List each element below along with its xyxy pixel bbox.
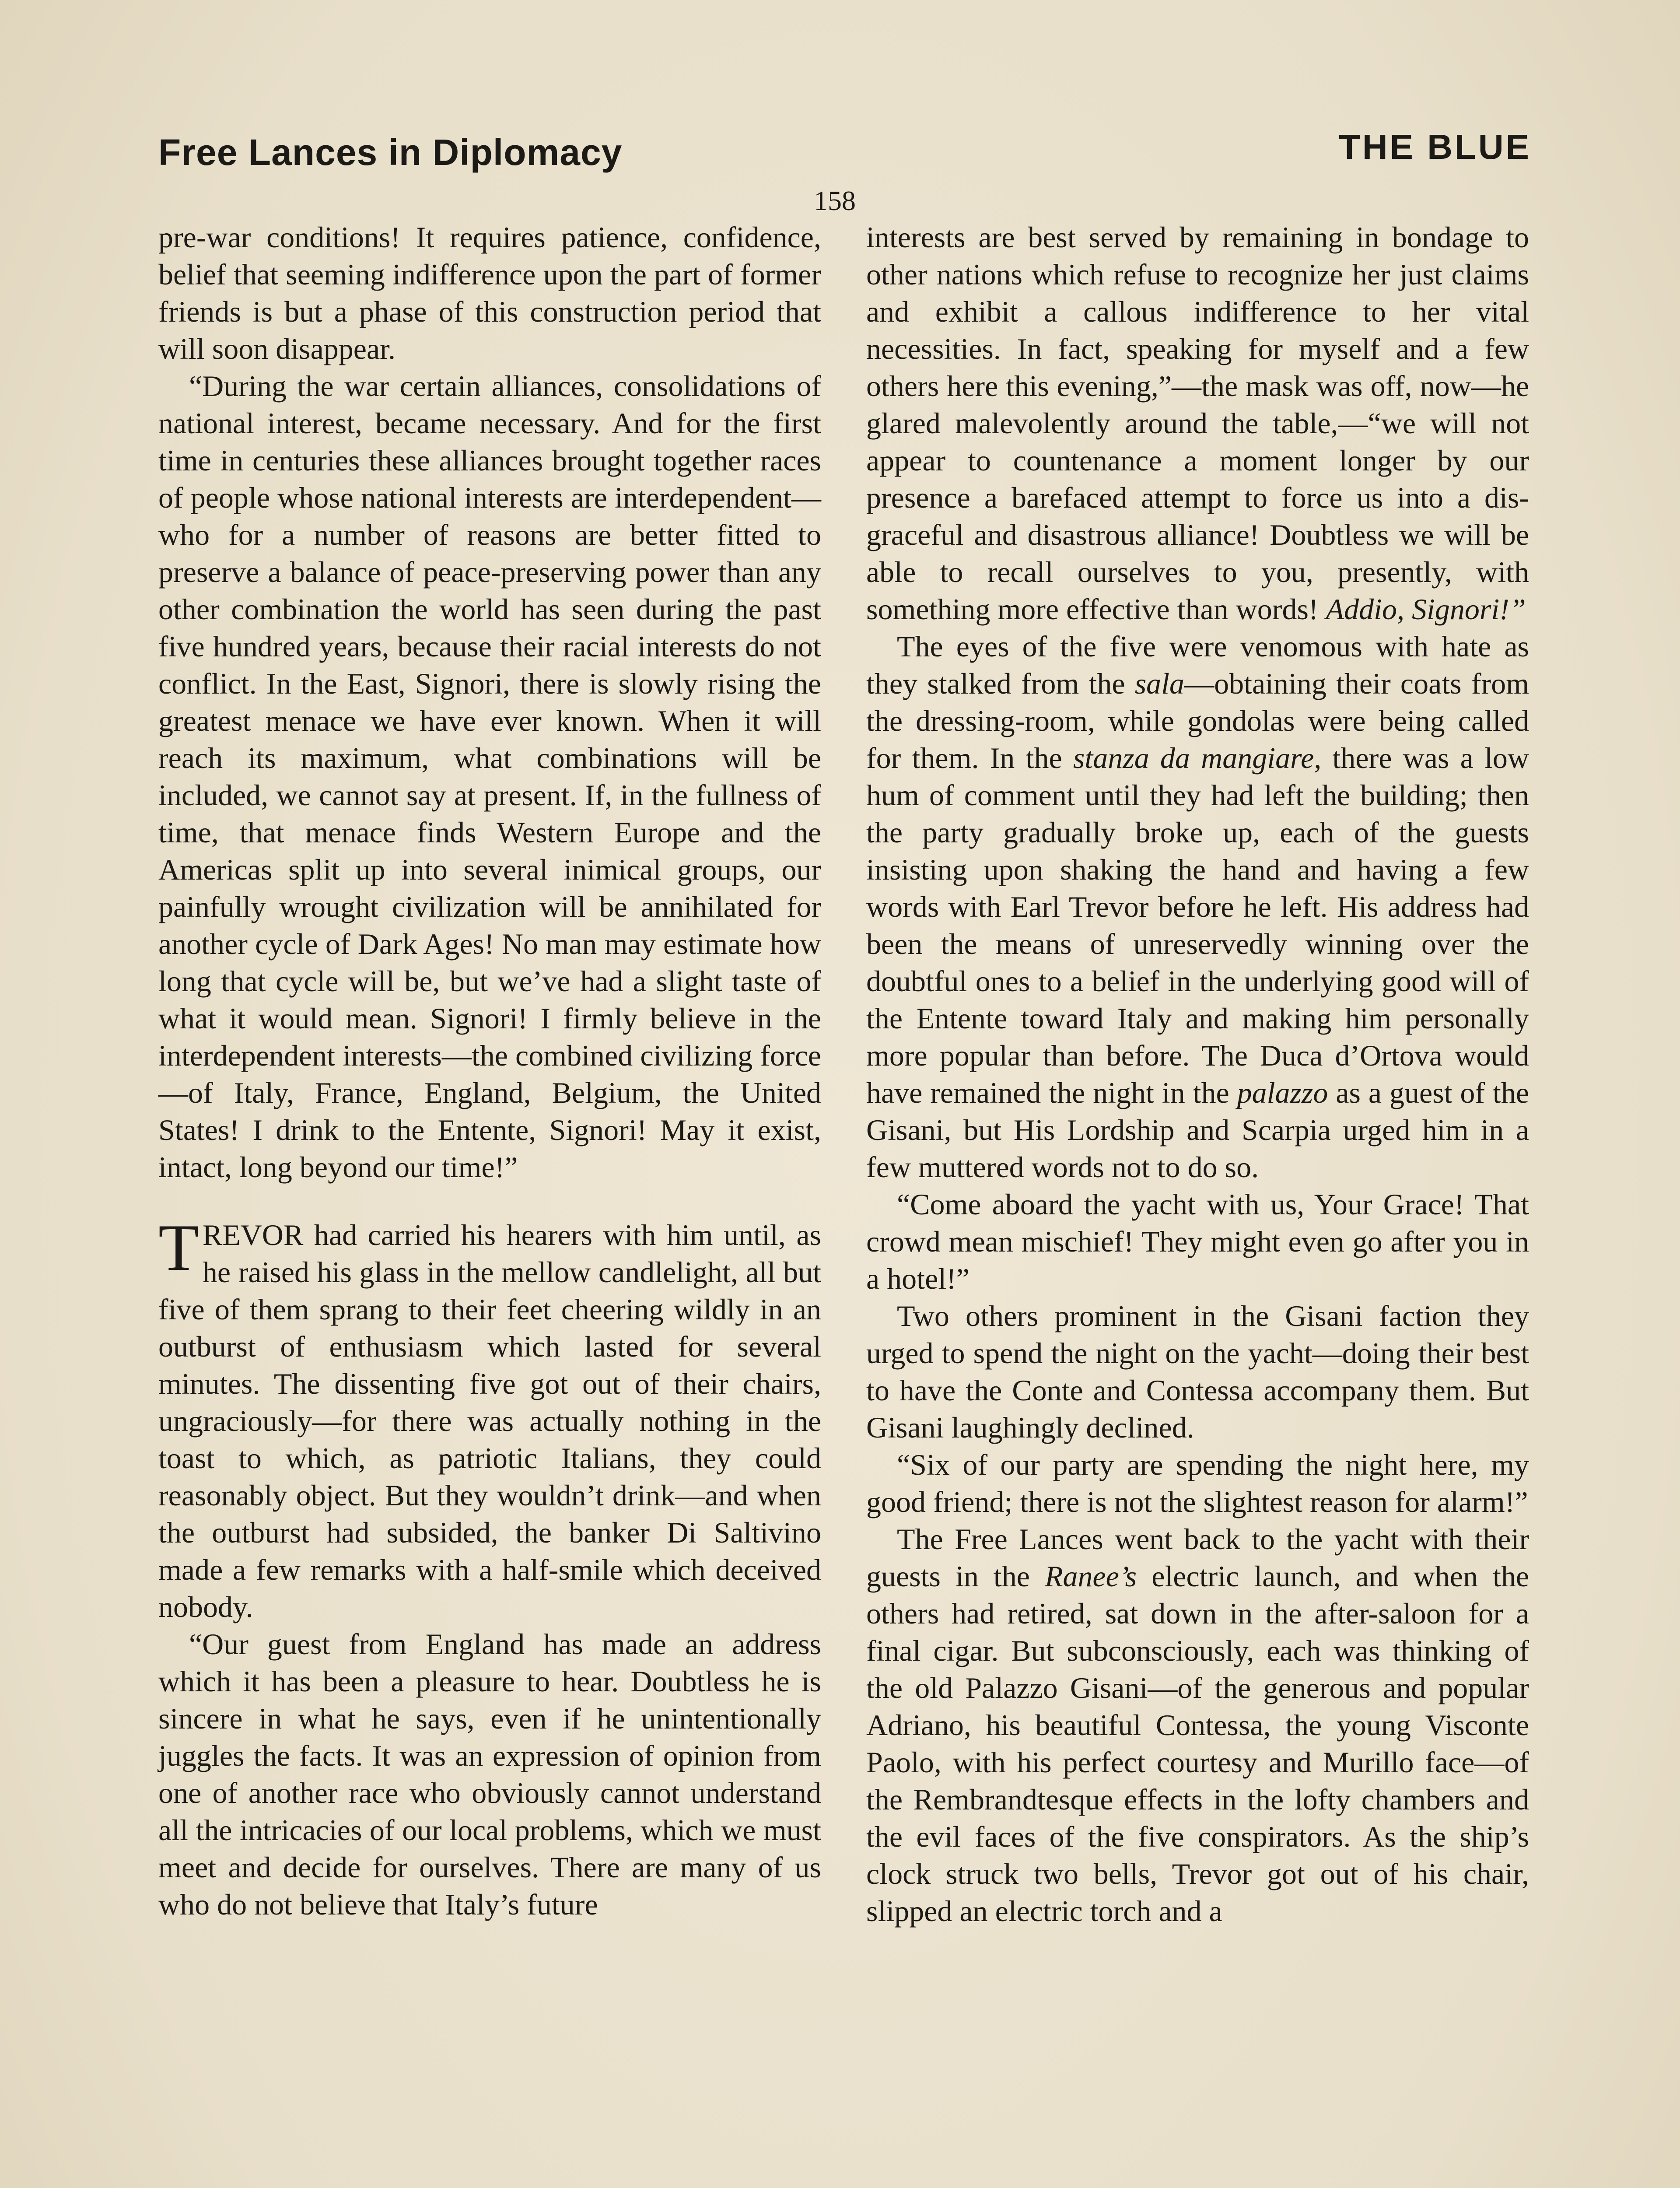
text-run: as a guest of the Gisani, but His Lordship and Scarpia urged him in a few muttered words not to do so. [866,1076,1529,1184]
italic-phrase: Addio, Signori!” [1326,593,1526,626]
text-run: —obtaining their coats from the dressing-room, while gondolas were being called for them. In the [866,667,1529,775]
paragraph-banker-speech: “Our guest from England has made an address which it has been a pleasure to hear. Doubtless he is sincere in what he says, even if he unintentionally juggles the facts. It was an expression of opinion from one of another race who obviously cannot understand all the intricacies of our local problems, which we must meet and decide for ourselves. There are many of us who do not believe that Italy’s future [158,1627,821,1921]
text-run: there was a low hum of comment until they had left the building; then the party gradually broke up, each of the guests insisting upon shaking the hand and having a few words with Earl Trevor before he left. His address had been the means of unreservedly winning over the doubtful ones to a belief in the underlying good will of the Entente toward Italy and making him personally more popular than before. The Duca d’Ortova would have remained the night in the [866,741,1529,1109]
paragraph-gisani-faction: Two others prominent in the Gisani faction they urged to spend the night on the yacht—doing their best to have the Conte and Contessa accompany them. But Gisani laughingly declined. [866,1299,1529,1444]
italic-phrase: stanza da mangiare, [1073,741,1322,775]
paragraph-reassurance: “Six of our party are spending the night here, my good friend; there is not the slightest reason for alarm!” [866,1448,1529,1518]
paragraph-departure [866,628,1529,1186]
paragraph-continued: pre-war conditions! It requires patience, confidence, belief that seeming indifference upon the part of former friends is but a phase of this construction period that will soon disappear. [158,221,821,365]
left-column [158,219,821,1923]
text-run: electric launch, and when the others had retired, sat down in the after-saloon for a final cigar. But subconsciously, each was thinking of the old Palazzo Gisani—of the generous and popular Adriano, his beautiful Contessa, the young Visconte Paolo, with his perfect courtesy and Murillo face—of the Rembrandtesque effects in the lofty chambers and the evil faces of the five conspirators. As the ship’s clock struck two bells, Trevor got out of his chair, slipped an electric torch and a [866,1560,1530,1928]
page-number: 158 [814,185,856,216]
paragraph-return-to-yacht [866,1521,1529,1930]
paragraph-invitation: “Come aboard the yacht with us, Your Grace! That crowd mean mischief! They might even go after you in a hotel!” [866,1188,1529,1295]
italic-word: sala [1134,667,1185,700]
paragraph-speech: “During the war certain alliances, consolidations of national interest, became necessary. And for the first time in centuries these alliances brought together races of people whose national interests are interdependent—who for a number of reasons are better fitted to preserve a balance of peace-preserving power than any other combination the world has seen during the past five hundred years, because their racial interests do not conflict. In the East, Signori, there is slowly rising the greatest menace we have ever known. When it will reach its maximum, what combinations will be included, we cannot say at present. If, in the fullness of time, that menace finds Western Europe and the Americas split up into several inimical groups, our painfully wrought civilization will be annihilated for another cycle of Dark Ages! No man may estimate how long that cycle will be, but we’ve had a slight taste of what it would mean. Signori! I firmly believe in the interdependent interests—the combined civilizing force—of Italy, France, England, Belgium, the United States! I drink to the Entente, Signori! May it exist, intact, long beyond our time!” [158,369,821,1184]
text-run: interests are best served by remaining in bondage to other nations which refuse to recognize her just claims and exhibit a callous indifference to her vital necessities. In fact, speaking for myself and a few others here this evening,”—the mask was off, now—he glared malevolently around the table,—“we will not appear to countenance a moment longer by our presence a barefaced attempt to force us into a disgraceful and disastrous alliance! Doubtless we will be able to recall ourselves to you, presently, with something more effective than words! [866,221,1529,626]
right-column [866,219,1529,1930]
text-run: The Free Lances went back to the yacht with their guests in the [866,1522,1529,1593]
italic-word: Ranee’s [1044,1560,1137,1593]
section-break [158,1186,821,1217]
text-run: The eyes of the five were venomous with hate as they stalked from the [866,630,1529,700]
paragraph-dropcap: TREVOR had carried his hearers with him until, as he raised his glass in the mellow candlelight, all but five of them sprang to their feet cheering wildly in an outburst of enthusiasm which lasted for several minutes. The dissenting five got out of their chairs, ungraciously—for there was actually nothing in the toast to which, as patriotic Italians, they could reasonably object. But they wouldn’t drink—and when the outburst had subsided, the banker Di Saltivino made a few remarks with a half-smile which deceived nobody. [158,1211,821,1623]
running-title: Free Lances in Diplomacy [158,132,623,173]
italic-word: palazzo [1237,1076,1328,1109]
magazine-name: THE BLUE [1339,127,1531,166]
paragraph-continued-right [866,219,1529,628]
